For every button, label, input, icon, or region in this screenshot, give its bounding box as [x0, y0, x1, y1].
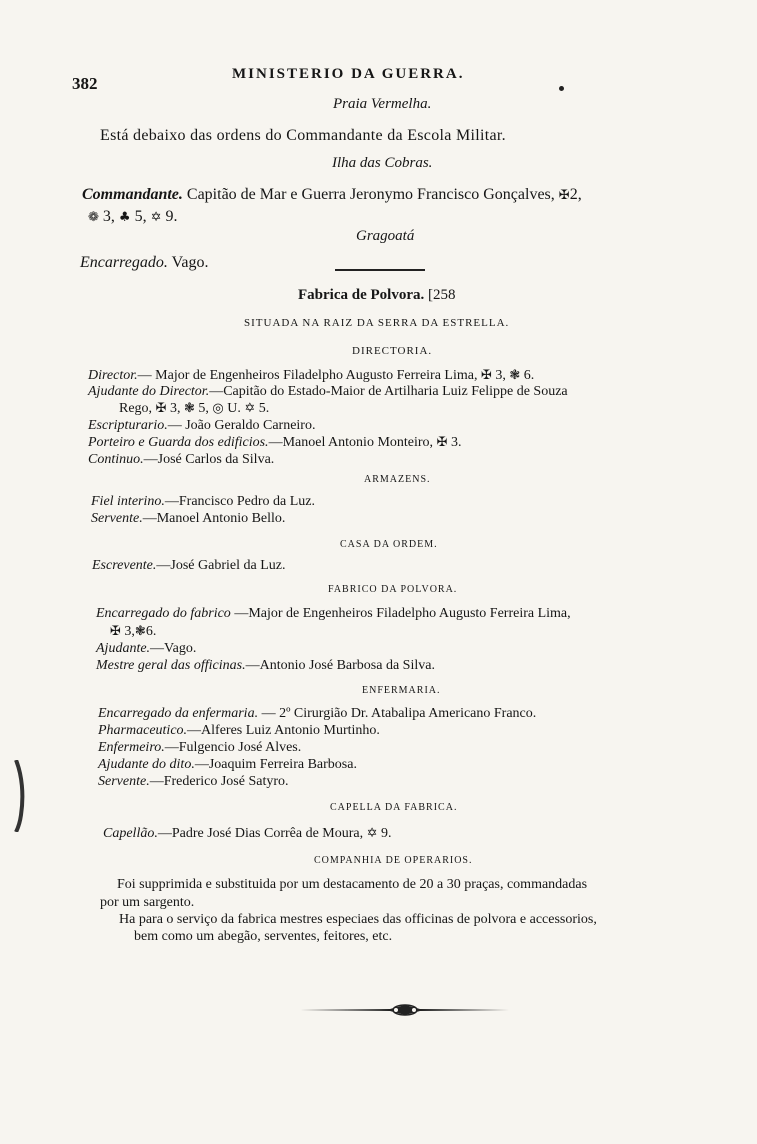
directoria-heading: DIRECTORIA.: [352, 345, 433, 357]
decor: 3,: [124, 624, 135, 639]
companhia-heading: COMPANHIA DE OPERARIOS.: [314, 855, 473, 866]
enfermaria-heading: ENFERMARIA.: [362, 685, 441, 696]
companhia-p1-line2: por um sargento.: [100, 895, 195, 910]
director-label: Director.: [88, 368, 138, 383]
rosette-icon: ❁: [88, 210, 99, 225]
circle-medal-icon: ◎: [212, 401, 224, 416]
star-icon: ✡: [150, 210, 162, 225]
enfermeiro-label: Enfermeiro.: [98, 740, 165, 755]
continuo-text: —José Carlos da Silva.: [143, 452, 275, 467]
continuo-label: Continuo.: [88, 452, 144, 467]
running-title: MINISTERIO DA GUERRA.: [232, 66, 465, 82]
commandante-label: Commandante.: [82, 186, 183, 203]
fabrico-encarregado-text: —Major de Engenheiros Filadelpho Augusto Ferreira Lima,: [234, 606, 571, 621]
escripturario-text: — João Geraldo Carneiro.: [167, 418, 316, 433]
servente-text: —Manoel Antonio Bello.: [142, 511, 286, 526]
cross-icon: ✠: [155, 401, 167, 416]
fabrica-title-line: [298, 287, 455, 304]
commandante-text: Capitão de Mar e Guerra Jeronymo Francisco Gonçalves,: [186, 186, 555, 203]
decor: 3,: [495, 368, 506, 383]
star-icon: ✡: [366, 826, 378, 841]
fabrico-ajudante-label: Ajudante.: [96, 641, 151, 656]
praia-vermelha-text: Está debaixo das ordens do Commandante da Escola Militar.: [100, 127, 506, 144]
decor: 5,: [198, 401, 209, 416]
fabrica-ref: [258: [427, 287, 456, 303]
cross-icon: ✠: [436, 435, 448, 450]
escrevente-text: —José Gabriel da Luz.: [156, 558, 286, 573]
binding-shadow: [12, 760, 26, 832]
companhia-p1-line1: Foi supprimida e substituida por um destacamento de 20 a 30 praças, commandadas: [117, 877, 588, 892]
decor: 6.: [145, 624, 157, 639]
fabrico-ajudante-text: —Vago.: [150, 641, 197, 656]
ajudante-cont-line: [119, 401, 269, 417]
decor: 3.: [450, 435, 462, 450]
cross-icon: ✠: [558, 188, 570, 203]
rose-icon: ❃: [183, 401, 195, 416]
porteiro-line: [88, 435, 461, 451]
fiel-line: [91, 494, 315, 510]
armazens-heading: ARMAZENS.: [364, 474, 431, 485]
decor: U.: [227, 401, 241, 416]
companhia-p2-line1: Ha para o serviço da fabrica mestres especiaes das officinas de polvora e accessorios,: [119, 912, 597, 927]
pharmaceutico-text: —Alferes Luiz Antonio Murtinho.: [187, 723, 380, 738]
mestre-text: —Antonio José Barbosa da Silva.: [245, 658, 435, 673]
enfermaria-servente-text: —Frederico José Satyro.: [149, 774, 289, 789]
decor: 5.: [258, 401, 270, 416]
pharmaceutico-line: [98, 723, 380, 739]
ink-dot: [559, 86, 564, 91]
rose-icon: ❃: [134, 624, 146, 639]
mestre-label: Mestre geral das officinas.: [96, 658, 246, 673]
mestre-line: [96, 658, 435, 674]
enfermaria-encarregado-label: Encarregado da enfermaria.: [98, 706, 259, 721]
section-divider: [335, 269, 425, 271]
fabrico-heading: FABRICO DA POLVORA.: [328, 584, 458, 595]
director-line: [88, 368, 534, 384]
escrevente-label: Escrevente.: [92, 558, 157, 573]
ajudante-cont: Rego,: [119, 401, 153, 416]
continuo-line: [88, 452, 274, 468]
rose-icon: ❃: [509, 368, 521, 383]
gragoata-heading: Gragoatá: [356, 228, 415, 244]
ilha-decor-line: [88, 208, 177, 226]
capellao-label: Capellão.: [103, 826, 158, 841]
escrevente-line: [92, 558, 285, 574]
capellao-line: [103, 826, 392, 842]
ajudante-dito-line: [98, 757, 357, 773]
cross-icon: ✠: [480, 368, 492, 383]
fabrico-decor-line: [110, 624, 156, 640]
ilha-commandante-line: [82, 186, 582, 204]
capellao-text: —Padre José Dias Corrêa de Moura,: [157, 826, 364, 841]
fabrica-title: Fabrica de Polvora.: [298, 287, 425, 303]
enfermaria-servente-line: [98, 774, 289, 790]
pharmaceutico-label: Pharmaceutico.: [98, 723, 188, 738]
medal-icon: ♣: [118, 210, 131, 225]
praia-vermelha-heading: Praia Vermelha.: [333, 96, 432, 112]
escripturario-label: Escripturario.: [88, 418, 168, 433]
enfermeiro-line: [98, 740, 301, 756]
ajudante-dito-label: Ajudante do dito.: [98, 757, 195, 772]
fabrico-encarregado-label: Encarregado do fabrico: [96, 606, 231, 621]
decor-1: 3,: [102, 208, 115, 225]
servente-label: Servente.: [91, 511, 143, 526]
enfermaria-encarregado-line: [98, 706, 536, 722]
director-text: — Major de Engenheiros Filadelpho Augusto Ferreira Lima,: [137, 368, 478, 383]
decor-3: 9.: [165, 208, 178, 225]
enfermaria-encarregado-text: — 2º Cirurgião Dr. Atabalipa Americano Franco.: [261, 706, 537, 721]
ajudante-dito-text: —Joaquim Ferreira Barbosa.: [194, 757, 357, 772]
ajudante-label: Ajudante do Director.: [88, 384, 210, 399]
gragoata-line: [80, 254, 208, 272]
fabrica-location: SITUADA NA RAIZ DA SERRA DA ESTRELLA.: [244, 317, 510, 329]
porteiro-label: Porteiro e Guarda dos edificios.: [88, 435, 269, 450]
companhia-p2-line2: bem como um abegão, serventes, feitores, etc.: [134, 929, 393, 944]
fiel-text: —Francisco Pedro da Luz.: [164, 494, 315, 509]
fiel-label: Fiel interino.: [91, 494, 165, 509]
porteiro-text: —Manoel Antonio Monteiro,: [268, 435, 434, 450]
ajudante-text: —Capitão do Estado-Maior de Artilharia Luiz Felippe de Souza: [209, 384, 568, 399]
decor: 3,: [169, 401, 181, 416]
casa-ordem-heading: CASA DA ORDEM.: [340, 539, 438, 550]
ajudante-director-line: [88, 384, 568, 400]
encarregado-label: Encarregado.: [80, 254, 168, 271]
ornament-divider: [300, 1000, 510, 1020]
capella-heading: CAPELLA DA FABRICA.: [330, 802, 458, 813]
page-number: 382: [72, 74, 98, 93]
decor: 6.: [523, 368, 535, 383]
enfermeiro-text: —Fulgencio José Alves.: [164, 740, 302, 755]
star-icon: ✡: [244, 401, 256, 416]
servente-line: [91, 511, 285, 527]
cross-icon: ✠: [110, 624, 121, 639]
encarregado-value: Vago.: [171, 254, 209, 271]
enfermaria-servente-label: Servente.: [98, 774, 150, 789]
decor: 9.: [381, 826, 392, 841]
escripturario-line: [88, 418, 315, 434]
ilha-das-cobras-heading: Ilha das Cobras.: [332, 155, 433, 171]
fabrico-encarregado-line: [96, 606, 571, 622]
commandante-decor: 2,: [569, 186, 582, 203]
decor-2: 5,: [134, 208, 147, 225]
fabrico-ajudante-line: [96, 641, 196, 657]
